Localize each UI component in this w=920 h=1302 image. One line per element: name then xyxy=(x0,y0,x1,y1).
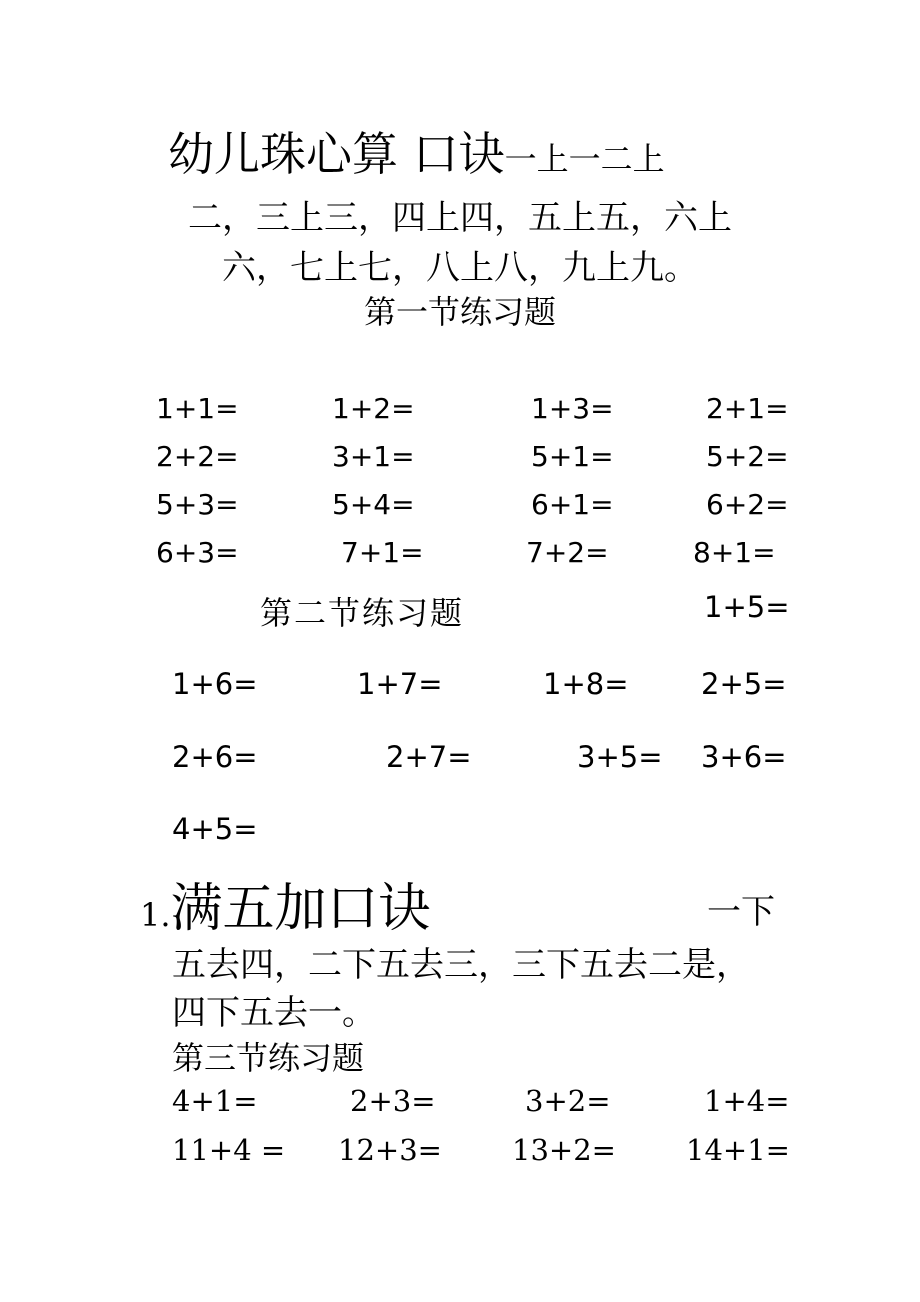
equation: 4+1= xyxy=(172,1084,258,1118)
equation: 11+4 = xyxy=(172,1133,286,1167)
equation: 2+6= xyxy=(172,740,258,774)
equation: 3+5= xyxy=(577,740,663,774)
equation: 1+8= xyxy=(543,667,629,701)
section2-heading: 第二节练习题 xyxy=(260,594,465,632)
equation: 12+3= xyxy=(338,1133,442,1167)
equation: 3+2= xyxy=(525,1084,611,1118)
equation: 1+3= xyxy=(531,392,614,425)
rule2-number: 1. xyxy=(140,896,171,934)
title-line-3: 六，七上七，八上八，九上九。 xyxy=(222,248,698,288)
section1-heading: 第一节练习题 xyxy=(363,293,556,331)
page-title: 幼儿珠心算 口诀 xyxy=(168,127,505,181)
rule2-tail: 一下 xyxy=(707,892,775,932)
equation: 6+2= xyxy=(706,488,789,521)
equation: 5+3= xyxy=(156,488,239,521)
equation: 1+2= xyxy=(332,392,415,425)
equation: 13+2= xyxy=(512,1133,616,1167)
equation: 6+1= xyxy=(531,488,614,521)
equation: 3+1= xyxy=(332,440,415,473)
equation: 2+1= xyxy=(706,392,789,425)
section3-heading: 第三节练习题 xyxy=(172,1039,365,1077)
equation: 2+2= xyxy=(156,440,239,473)
equation: 7+2= xyxy=(526,536,609,569)
equation: 5+2= xyxy=(706,440,789,473)
equation: 2+7= xyxy=(386,740,472,774)
equation: 1+7= xyxy=(357,667,443,701)
rule2-line-2: 五去四，二下五去三，三下五去二是， xyxy=(172,945,750,985)
rule2-heading-line xyxy=(140,866,431,941)
title-line-1 xyxy=(168,118,665,184)
rule2-heading: 满五加口诀 xyxy=(170,879,431,939)
title-line-2: 二，三上三，四上四，五上五，六上 xyxy=(188,198,732,238)
equation: 7+1= xyxy=(341,536,424,569)
equation: 6+3= xyxy=(156,536,239,569)
equation: 14+1= xyxy=(686,1133,790,1167)
equation: 1+5= xyxy=(704,590,790,624)
equation: 1+4= xyxy=(704,1084,790,1118)
equation: 1+6= xyxy=(172,667,258,701)
title-tail: 一上一二上 xyxy=(504,140,665,178)
rule2-line-3: 四下五去一。 xyxy=(172,993,376,1033)
equation: 1+1= xyxy=(156,392,239,425)
equation: 8+1= xyxy=(693,536,776,569)
equation: 5+1= xyxy=(531,440,614,473)
equation: 2+5= xyxy=(701,667,787,701)
equation: 5+4= xyxy=(332,488,415,521)
equation: 4+5= xyxy=(172,812,258,846)
equation: 2+3= xyxy=(350,1084,436,1118)
equation: 3+6= xyxy=(701,740,787,774)
